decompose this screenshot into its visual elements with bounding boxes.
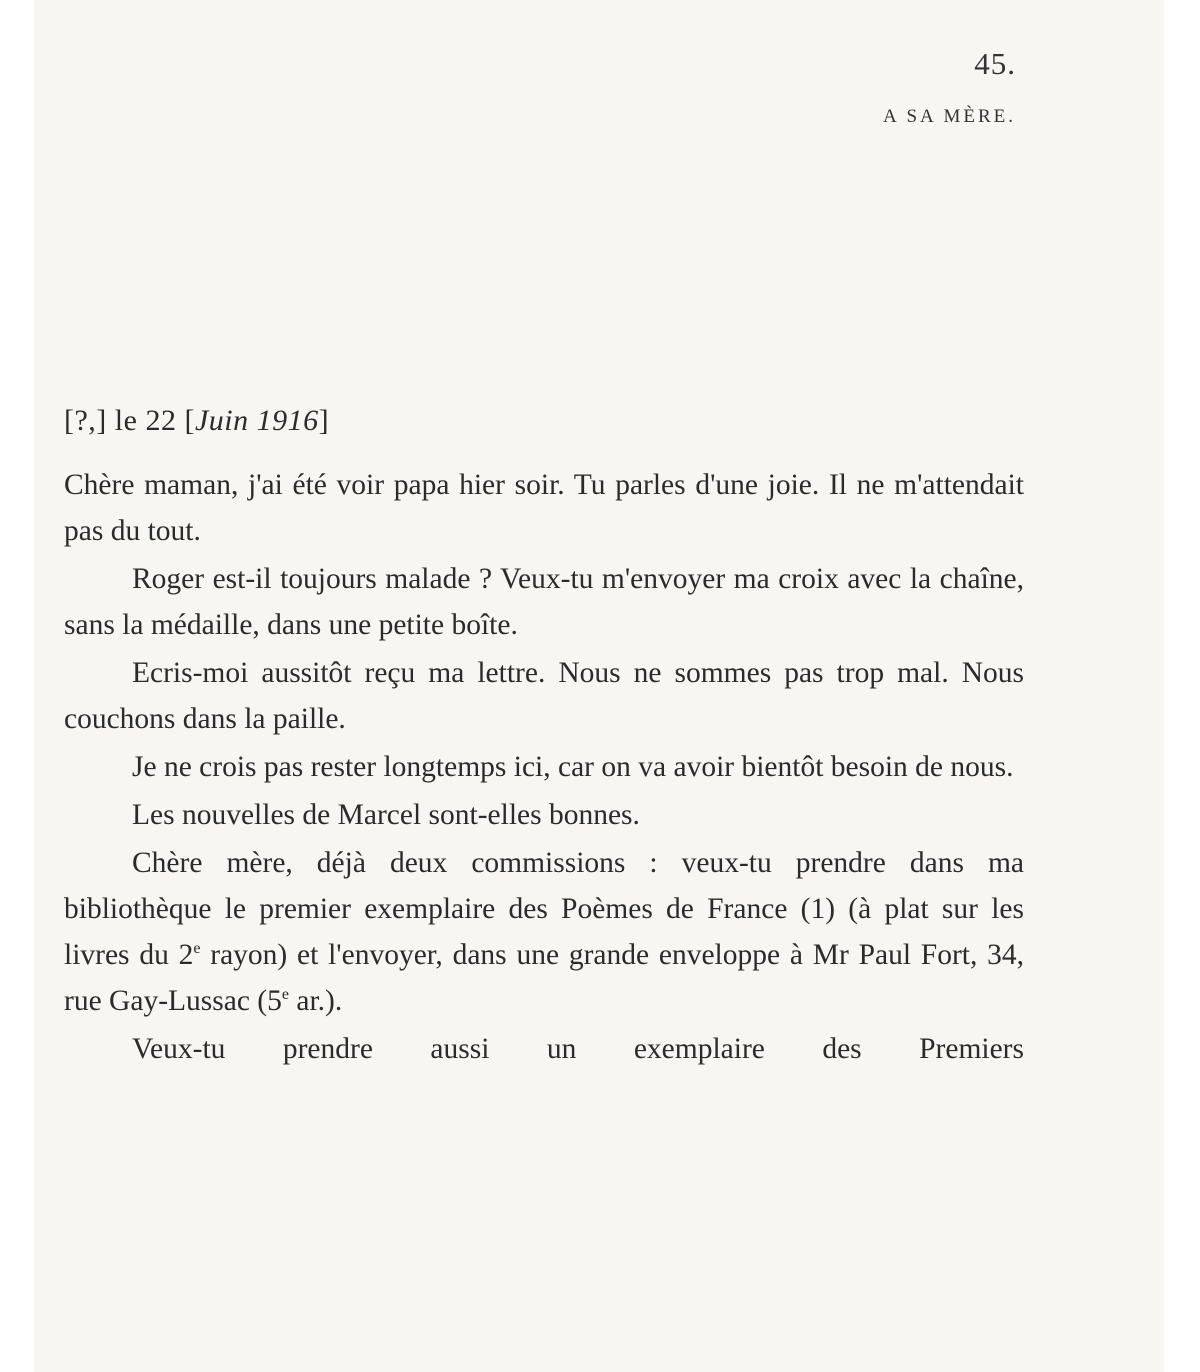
paragraph-7: Veux-tu prendre aussi un exemplaire des Premiers <box>132 1033 1024 1065</box>
ordinal-superscript-1: e <box>193 940 201 958</box>
paragraph-6-part-3: ar.). <box>289 985 343 1017</box>
letter-body <box>64 462 1024 1074</box>
paragraph-5: Les nouvelles de Marcel sont-elles bonnes. <box>132 799 640 831</box>
paragraph-3: Ecris-moi aussitôt reçu ma lettre. Nous ne sommes pas trop mal. Nous couchons dans la paille. <box>64 657 1024 735</box>
dateline-prefix: [?,] le 22 [ <box>64 404 195 437</box>
paragraph-6-part-2: rayon) et l'envoyer, dans une grande enveloppe à Mr Paul Fort, 34, rue Gay-Lussac (5 <box>64 939 1025 1017</box>
paragraph-6 <box>64 840 1024 1024</box>
letter-heading: A SA MÈRE. <box>883 106 1016 127</box>
ordinal-superscript-2: e <box>281 986 289 1004</box>
paragraph-4: Je ne crois pas rester longtemps ici, car on va avoir bientôt besoin de nous. <box>132 751 1014 783</box>
dateline-suffix: ] <box>318 404 330 437</box>
paragraph-1: Chère maman, j'ai été voir papa hier soir. Tu parles d'une joie. Il ne m'attendait pas du tout. <box>64 469 1024 547</box>
letter-dateline <box>64 404 329 438</box>
paragraph-2: Roger est-il toujours malade ? Veux-tu m'envoyer ma croix avec la chaîne, sans la médaille, dans une petite boîte. <box>64 563 1024 641</box>
page-number: 45. <box>974 46 1016 81</box>
book-page <box>34 0 1164 1372</box>
paragraph-6-part-1: Chère mère, déjà deux commissions : veux-tu prendre dans ma bibliothèque le premier exemplaire des Poèmes de France (1) (à plat sur les livres du 2 <box>64 847 1024 971</box>
dateline-date: Juin 1916 <box>194 404 319 437</box>
